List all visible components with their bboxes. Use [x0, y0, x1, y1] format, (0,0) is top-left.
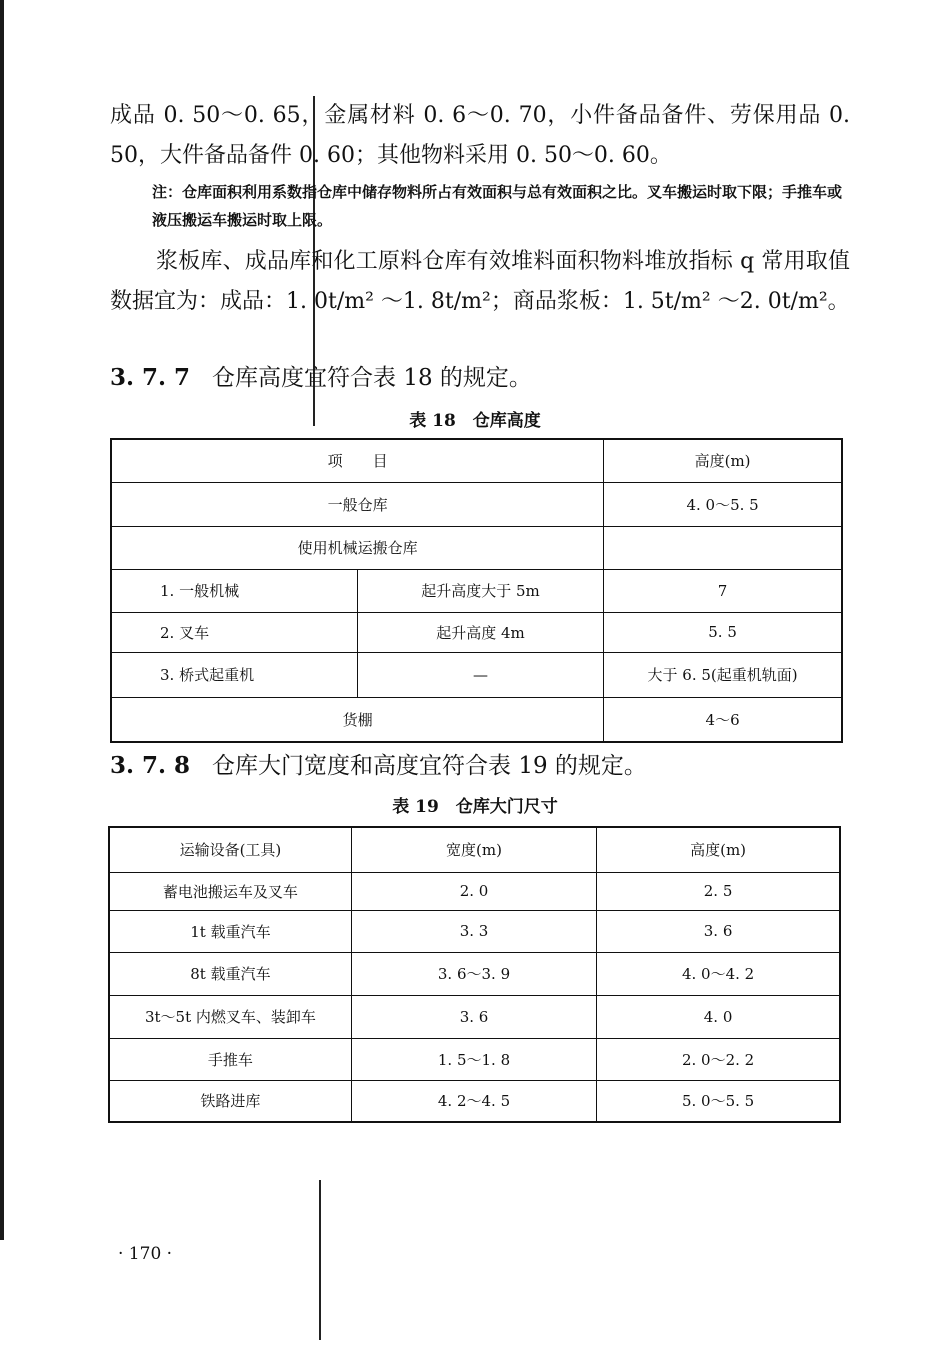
table-cell: 起升高度 4m [357, 612, 603, 652]
table-18-caption: 表 18 仓库高度 [409, 411, 541, 431]
table-row [109, 1038, 840, 1080]
clause-text: 仓库大门宽度和高度宜符合表 19 的规定。 [212, 753, 647, 779]
paragraph-coefficients: 成品 0. 50～0. 65，金属材料 0. 6～0. 70，小件备品备件、劳保用品 0. 50，大件备品备件 0. 60；其他物料采用 0. 50～0. 60。 [110, 103, 850, 168]
clause-number: 3. 7. 8 [110, 752, 191, 779]
table-cell: 起升高度大于 5m [357, 569, 603, 612]
clause-3-7-8 [110, 750, 647, 782]
table-header-height: 高度(m) [604, 439, 842, 482]
table-cell: 4～6 [604, 697, 842, 742]
table-cell: 7 [604, 569, 842, 612]
note-area-coefficient: 注：仓库面积利用系数指仓库中储存物料所占有效面积与总有效面积之比。叉车搬运时取下限；手推车或液压搬运车搬运时取上限。 [152, 183, 843, 229]
table-row [109, 872, 840, 910]
table-cell: 4. 2～4. 5 [351, 1080, 596, 1122]
table-cell: 铁路进库 [109, 1080, 351, 1122]
table-cell: 4. 0～5. 5 [604, 482, 842, 526]
table-row [109, 995, 840, 1038]
table-row [109, 910, 840, 952]
table-header-cell: 宽度(m) [351, 827, 596, 872]
table-cell: 2. 0 [351, 872, 596, 910]
table-19-caption: 表 19 仓库大门尺寸 [392, 797, 558, 817]
table-cell: 3. 6～3. 9 [351, 952, 596, 995]
table-row [109, 1080, 840, 1122]
table-header-cell: 高度(m) [597, 827, 840, 872]
table-cell: 手推车 [109, 1038, 351, 1080]
table-cell: 蓄电池搬运车及叉车 [109, 872, 351, 910]
scan-edge-left [0, 0, 4, 1240]
table-row [111, 526, 842, 569]
clause-3-7-7 [110, 362, 532, 394]
table-cell: 使用机械运搬仓库 [111, 526, 604, 569]
page-number: · 170 · [118, 1244, 173, 1264]
table-cell [604, 526, 842, 569]
clause-number: 3. 7. 7 [110, 364, 191, 391]
table-cell: 3. 桥式起重机 [111, 652, 357, 697]
table-cell: 3. 3 [351, 910, 596, 952]
table-row [111, 569, 842, 612]
clause-text: 仓库高度宜符合表 18 的规定。 [212, 365, 532, 391]
table-header-cell: 运输设备(工具) [109, 827, 351, 872]
scan-fold-line-lower [319, 1180, 321, 1340]
table-row [111, 482, 842, 526]
table-cell: 1. 5～1. 8 [351, 1038, 596, 1080]
table-cell: 2. 叉车 [111, 612, 357, 652]
table-cell: 2. 0～2. 2 [597, 1038, 840, 1080]
table-cell: 3. 6 [351, 995, 596, 1038]
table-cell: 5. 0～5. 5 [597, 1080, 840, 1122]
table-row [109, 952, 840, 995]
table-row [111, 697, 842, 742]
table-cell: 大于 6. 5(起重机轨面) [604, 652, 842, 697]
table-19-door-size [108, 826, 841, 1123]
table-cell: 3. 6 [597, 910, 840, 952]
table-row [111, 439, 842, 482]
table-cell: 1t 载重汽车 [109, 910, 351, 952]
paragraph-stacking-index: 浆板库、成品库和化工原料仓库有效堆料面积物料堆放指标 q 常用取值数据宜为：成品：1. 0t/m² ～1. 8t/m²；商品浆板：1. 5t/m² ～2. 0t/m²。 [110, 249, 850, 314]
table-cell: 1. 一般机械 [111, 569, 357, 612]
table-cell: 4. 0～4. 2 [597, 952, 840, 995]
table-cell: 4. 0 [597, 995, 840, 1038]
table-18-warehouse-height [110, 438, 843, 743]
table-cell: 8t 载重汽车 [109, 952, 351, 995]
table-cell: 3t～5t 内燃叉车、装卸车 [109, 995, 351, 1038]
table-row [109, 827, 840, 872]
table-row [111, 612, 842, 652]
table-cell: 5. 5 [604, 612, 842, 652]
table-cell: 一般仓库 [111, 482, 604, 526]
table-cell: 2. 5 [597, 872, 840, 910]
table-header-item: 项 目 [111, 439, 604, 482]
table-row [111, 652, 842, 697]
table-cell: 货棚 [111, 697, 604, 742]
table-cell: — [357, 652, 603, 697]
